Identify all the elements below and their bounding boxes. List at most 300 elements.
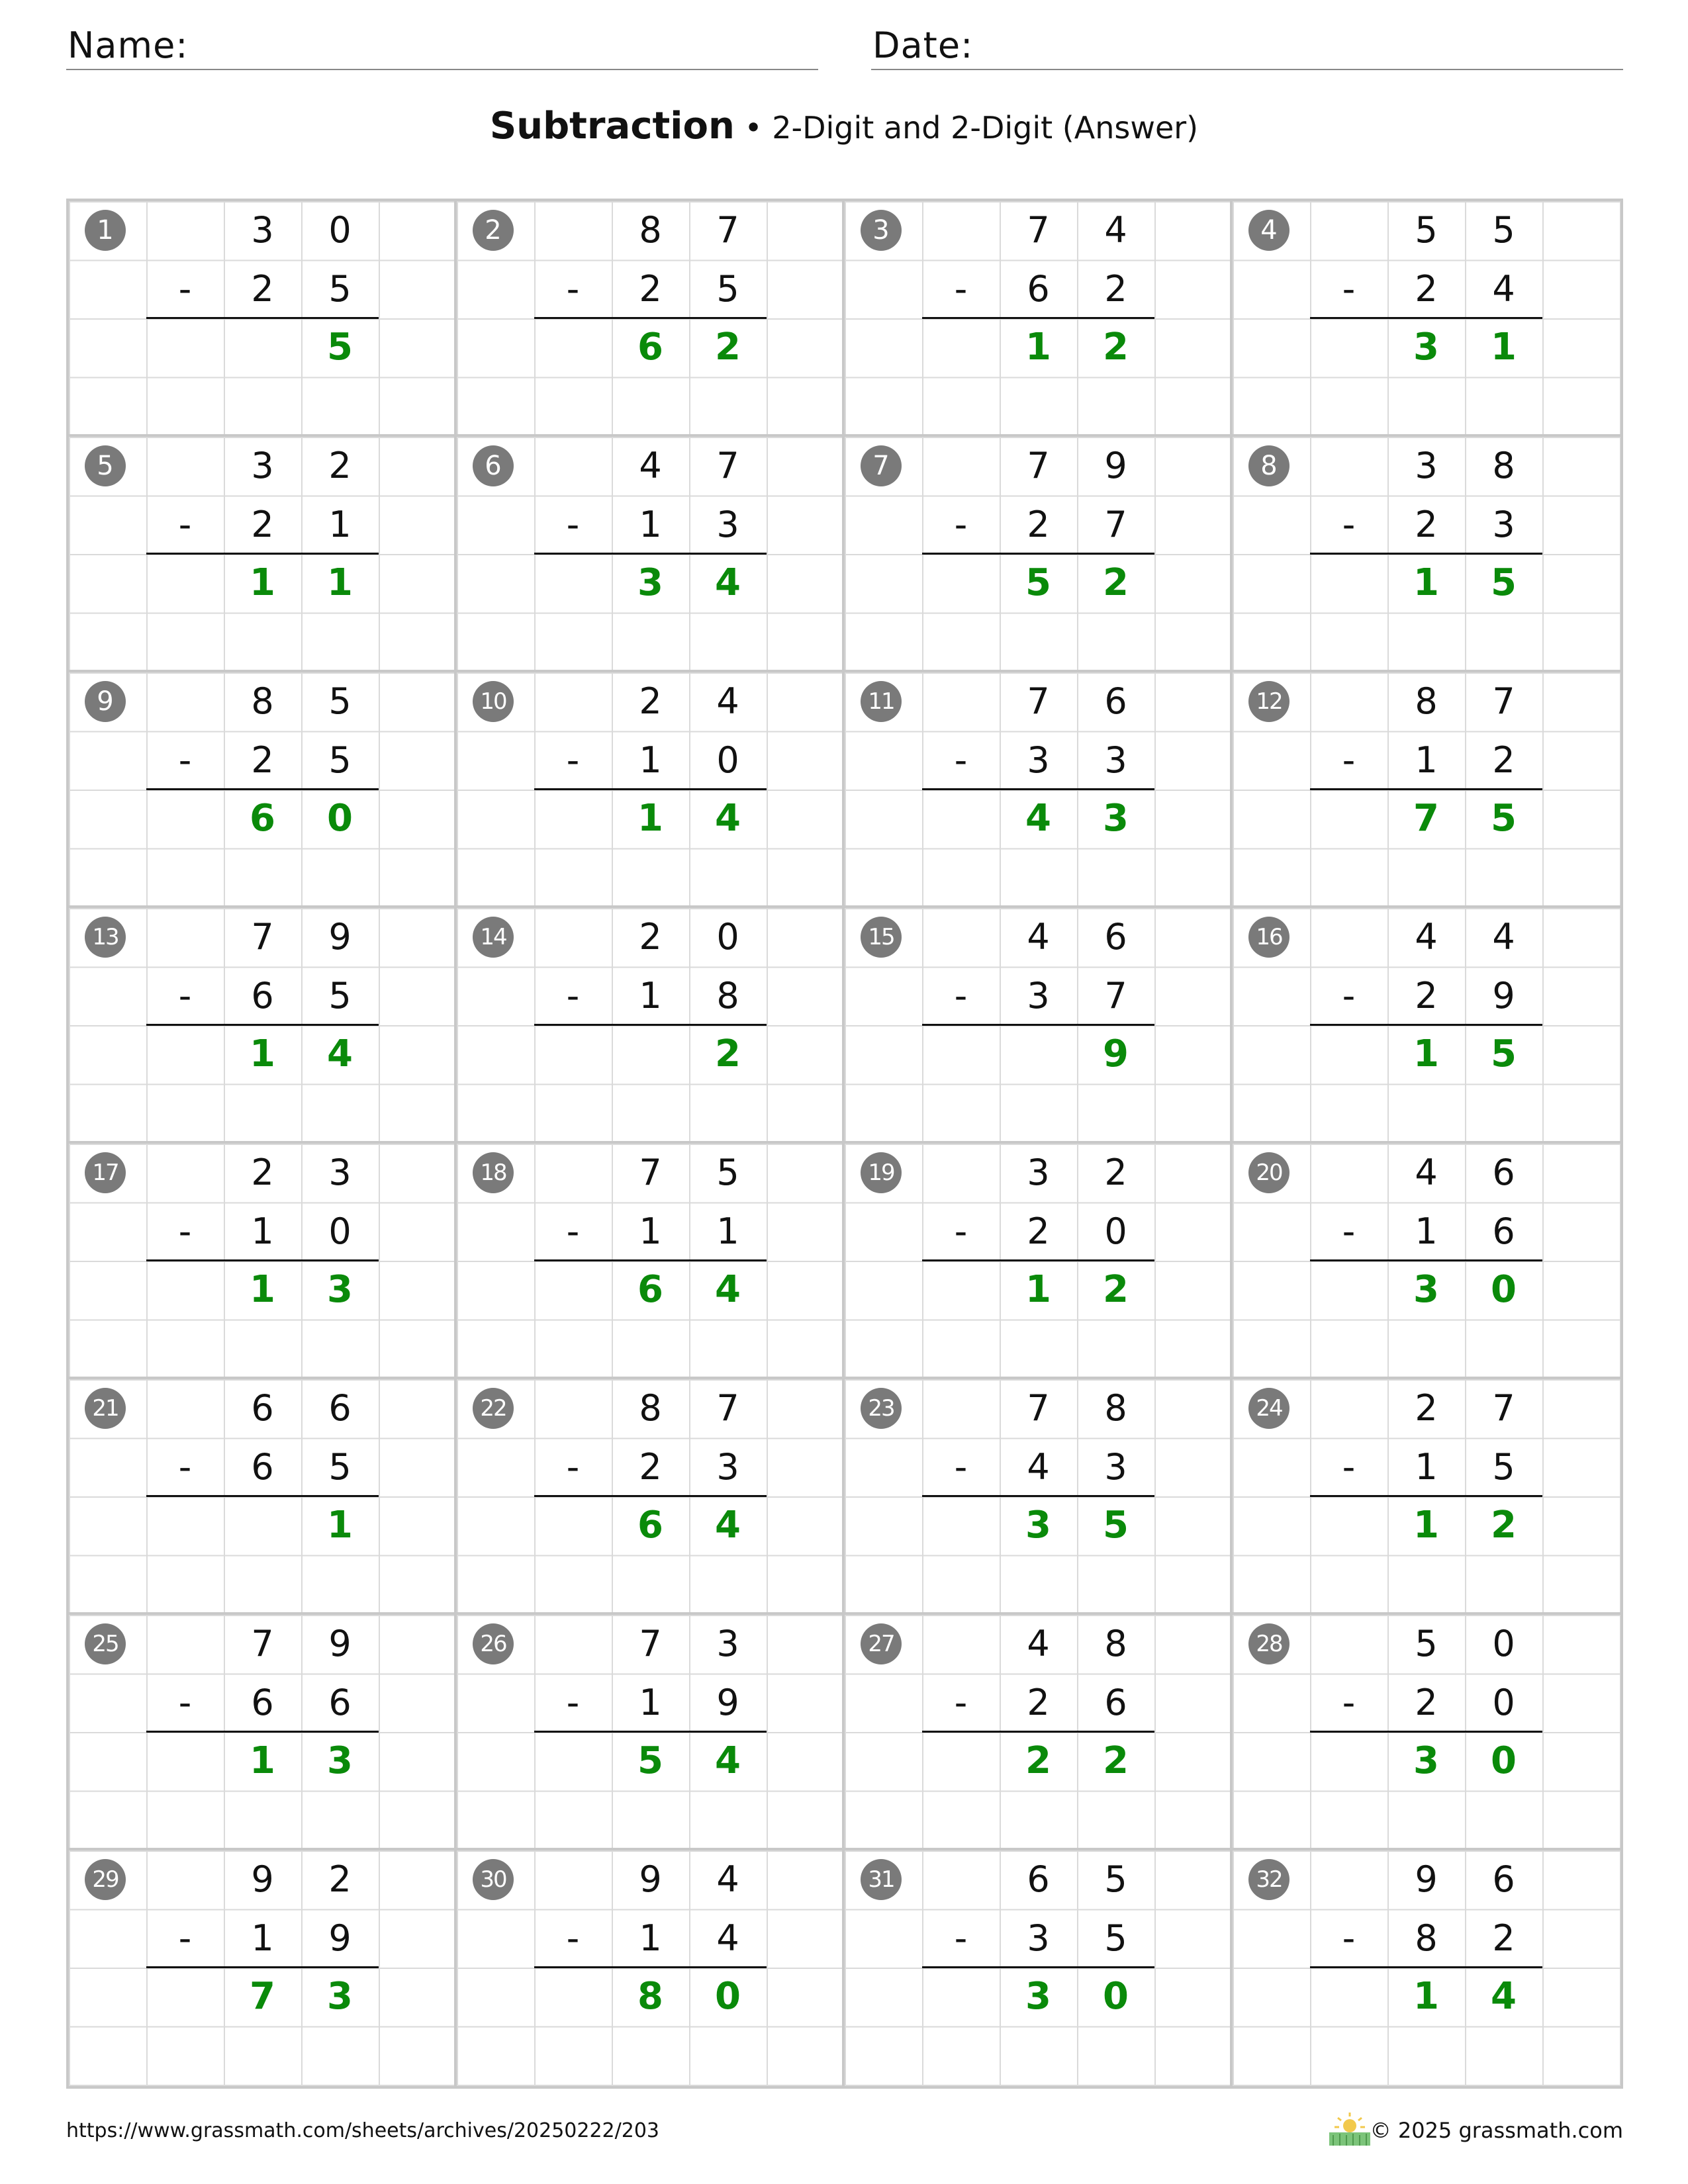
problem-grid bbox=[66, 199, 1623, 2089]
minuend-ones: 9 bbox=[328, 916, 352, 958]
minuend-tens: 4 bbox=[1415, 916, 1438, 958]
answer-ones: 3 bbox=[1103, 797, 1129, 840]
minuend-tens: 4 bbox=[639, 445, 662, 486]
answer-ones: 4 bbox=[327, 1032, 353, 1075]
minuend-ones: 4 bbox=[716, 680, 739, 722]
subtrahend-ones: 2 bbox=[1492, 1917, 1515, 1959]
minus-sign: - bbox=[1342, 267, 1356, 310]
problem-cell bbox=[69, 201, 457, 437]
problem-number-badge: 11 bbox=[861, 681, 902, 722]
answer-rule bbox=[534, 1259, 767, 1261]
problem-cell bbox=[457, 437, 845, 672]
answer-rule bbox=[146, 1731, 379, 1733]
subtrahend-tens: 2 bbox=[639, 267, 662, 310]
subtrahend-tens: 1 bbox=[639, 1681, 662, 1723]
minuend-tens: 8 bbox=[251, 680, 274, 722]
answer-tens bbox=[612, 1025, 689, 1083]
answer-tens: 1 bbox=[1025, 1268, 1051, 1311]
problem-cell bbox=[457, 1144, 845, 1379]
subtrahend-ones: 9 bbox=[328, 1917, 352, 1959]
answer-rule bbox=[146, 1495, 379, 1497]
answer-tens: 3 bbox=[637, 561, 663, 604]
answer-tens: 1 bbox=[250, 1739, 275, 1782]
subtrahend-tens: 1 bbox=[639, 1210, 662, 1252]
answer-rule bbox=[922, 788, 1154, 790]
subtrahend-tens: 3 bbox=[1027, 1917, 1050, 1959]
answer-tens: 3 bbox=[1413, 1268, 1439, 1311]
problem-number-badge: 10 bbox=[473, 681, 514, 722]
subtrahend-ones: 2 bbox=[1104, 267, 1127, 310]
minuend-tens: 4 bbox=[1027, 916, 1050, 958]
answer-tens: 6 bbox=[637, 326, 663, 369]
problem-number-badge: 17 bbox=[85, 1152, 126, 1193]
answer-ones: 4 bbox=[1491, 1975, 1517, 2018]
problem-number-badge: 30 bbox=[473, 1859, 514, 1900]
problem-cell bbox=[1233, 1144, 1620, 1379]
answer-ones: 2 bbox=[1103, 561, 1129, 604]
answer-ones: 3 bbox=[327, 1739, 353, 1782]
subtrahend-tens: 2 bbox=[1027, 503, 1050, 545]
minus-sign: - bbox=[1342, 1445, 1356, 1488]
minuend-ones: 8 bbox=[1492, 445, 1515, 486]
minuend-ones: 4 bbox=[716, 1858, 739, 1900]
answer-tens: 1 bbox=[250, 1268, 275, 1311]
answer-tens: 1 bbox=[1025, 326, 1051, 369]
minus-sign: - bbox=[566, 1445, 580, 1488]
problem-number-badge: 23 bbox=[861, 1388, 902, 1429]
problem-cell bbox=[69, 908, 457, 1144]
problem-cell bbox=[1233, 1850, 1620, 2086]
answer-ones: 1 bbox=[327, 1504, 353, 1547]
subtrahend-ones: 5 bbox=[328, 739, 352, 781]
minuend-ones: 7 bbox=[716, 445, 739, 486]
minuend-tens: 7 bbox=[251, 916, 274, 958]
subtrahend-tens: 1 bbox=[639, 503, 662, 545]
answer-tens: 4 bbox=[1025, 797, 1051, 840]
answer-tens: 3 bbox=[1025, 1504, 1051, 1547]
answer-tens: 1 bbox=[1413, 1504, 1439, 1547]
minus-sign: - bbox=[178, 503, 192, 545]
answer-rule bbox=[922, 1259, 1154, 1261]
minus-sign: - bbox=[1342, 503, 1356, 545]
subtrahend-tens: 2 bbox=[1027, 1210, 1050, 1252]
subtrahend-tens: 6 bbox=[251, 974, 274, 1017]
minuend-tens: 5 bbox=[1415, 1623, 1438, 1664]
problem-cell bbox=[457, 1850, 845, 2086]
subtrahend-tens: 1 bbox=[639, 974, 662, 1017]
minus-sign: - bbox=[566, 739, 580, 781]
problem-number-badge: 19 bbox=[861, 1152, 902, 1193]
problem-number-badge: 14 bbox=[473, 917, 514, 958]
answer-tens: 6 bbox=[637, 1268, 663, 1311]
answer-rule bbox=[1310, 1731, 1542, 1733]
minus-sign: - bbox=[1342, 1210, 1356, 1252]
subtrahend-tens: 2 bbox=[1415, 974, 1438, 1017]
minuend-ones: 5 bbox=[1492, 209, 1515, 251]
answer-ones: 4 bbox=[715, 561, 741, 604]
answer-rule bbox=[922, 1966, 1154, 1968]
subtrahend-ones: 0 bbox=[1492, 1681, 1515, 1723]
problem-cell bbox=[845, 1379, 1233, 1615]
problem-cell bbox=[1233, 1379, 1620, 1615]
minuend-tens: 9 bbox=[251, 1858, 274, 1900]
subtrahend-ones: 5 bbox=[1492, 1445, 1515, 1488]
name-label: Name: bbox=[68, 24, 189, 66]
subtrahend-tens: 2 bbox=[1415, 503, 1438, 545]
answer-tens: 1 bbox=[1413, 1975, 1439, 2018]
subtrahend-tens: 1 bbox=[251, 1210, 274, 1252]
answer-ones: 2 bbox=[1103, 326, 1129, 369]
answer-ones: 2 bbox=[715, 326, 741, 369]
subtrahend-tens: 3 bbox=[1027, 739, 1050, 781]
answer-ones: 3 bbox=[327, 1268, 353, 1311]
minuend-ones: 8 bbox=[1104, 1623, 1127, 1664]
minuend-ones: 6 bbox=[1492, 1152, 1515, 1193]
answer-tens: 1 bbox=[1413, 561, 1439, 604]
subtrahend-ones: 5 bbox=[716, 267, 739, 310]
problem-cell bbox=[69, 1379, 457, 1615]
answer-tens: 1 bbox=[1413, 1032, 1439, 1075]
answer-rule bbox=[922, 317, 1154, 319]
subtrahend-ones: 7 bbox=[1104, 503, 1127, 545]
subtrahend-tens: 2 bbox=[1415, 267, 1438, 310]
problem-cell bbox=[845, 1144, 1233, 1379]
problem-number-badge: 18 bbox=[473, 1152, 514, 1193]
minus-sign: - bbox=[178, 1917, 192, 1959]
answer-rule bbox=[1310, 788, 1542, 790]
answer-ones: 2 bbox=[1103, 1268, 1129, 1311]
footer-url: https://www.grassmath.com/sheets/archives/20250222/203 bbox=[66, 2119, 660, 2142]
answer-rule bbox=[1310, 553, 1542, 555]
minus-sign: - bbox=[178, 739, 192, 781]
worksheet-title bbox=[0, 105, 1688, 148]
subtrahend-ones: 6 bbox=[1104, 1681, 1127, 1723]
answer-ones: 3 bbox=[327, 1975, 353, 2018]
minuend-ones: 6 bbox=[328, 1387, 352, 1429]
answer-ones: 4 bbox=[715, 797, 741, 840]
subtrahend-ones: 5 bbox=[328, 974, 352, 1017]
minuend-ones: 9 bbox=[1104, 445, 1127, 486]
minus-sign: - bbox=[954, 739, 968, 781]
minuend-tens: 7 bbox=[1027, 1387, 1050, 1429]
problem-number-badge: 2 bbox=[473, 210, 514, 251]
answer-tens: 1 bbox=[637, 797, 663, 840]
minuend-ones: 3 bbox=[328, 1152, 352, 1193]
date-field[interactable] bbox=[871, 25, 1623, 70]
answer-tens bbox=[1000, 1025, 1077, 1083]
answer-rule bbox=[1310, 1259, 1542, 1261]
answer-ones: 1 bbox=[327, 561, 353, 604]
answer-tens: 5 bbox=[1025, 561, 1051, 604]
subtrahend-ones: 3 bbox=[1104, 739, 1127, 781]
answer-ones: 0 bbox=[715, 1975, 741, 2018]
minus-sign: - bbox=[954, 1210, 968, 1252]
answer-rule bbox=[534, 1731, 767, 1733]
problem-number-badge: 29 bbox=[85, 1859, 126, 1900]
minuend-ones: 2 bbox=[1104, 1152, 1127, 1193]
problem-cell bbox=[457, 1379, 845, 1615]
subtrahend-ones: 2 bbox=[1492, 739, 1515, 781]
problem-number-badge: 6 bbox=[473, 445, 514, 486]
problem-number-badge: 8 bbox=[1248, 445, 1289, 486]
subtrahend-ones: 8 bbox=[716, 974, 739, 1017]
minuend-ones: 0 bbox=[1492, 1623, 1515, 1664]
problem-cell bbox=[69, 672, 457, 908]
subtrahend-ones: 5 bbox=[328, 267, 352, 310]
problem-number-badge: 3 bbox=[861, 210, 902, 251]
answer-ones: 4 bbox=[715, 1268, 741, 1311]
problem-number-badge: 5 bbox=[85, 445, 126, 486]
subtrahend-tens: 1 bbox=[639, 739, 662, 781]
minus-sign: - bbox=[178, 1681, 192, 1723]
minus-sign: - bbox=[178, 1210, 192, 1252]
answer-ones: 5 bbox=[327, 326, 353, 369]
problem-number-badge: 20 bbox=[1248, 1152, 1289, 1193]
answer-rule bbox=[922, 553, 1154, 555]
minus-sign: - bbox=[954, 1917, 968, 1959]
answer-rule bbox=[922, 1024, 1154, 1026]
subtrahend-ones: 9 bbox=[716, 1681, 739, 1723]
minuend-tens: 2 bbox=[1415, 1387, 1438, 1429]
minuend-ones: 4 bbox=[1104, 209, 1127, 251]
answer-rule bbox=[1310, 1024, 1542, 1026]
problem-number-badge: 21 bbox=[85, 1388, 126, 1429]
subtrahend-tens: 1 bbox=[1415, 1210, 1438, 1252]
minus-sign: - bbox=[954, 503, 968, 545]
title-main: Subtraction bbox=[489, 105, 735, 148]
problem-number-badge: 32 bbox=[1248, 1859, 1289, 1900]
answer-rule bbox=[534, 788, 767, 790]
subtrahend-ones: 7 bbox=[1104, 974, 1127, 1017]
minus-sign: - bbox=[178, 1445, 192, 1488]
answer-ones: 5 bbox=[1491, 797, 1517, 840]
subtrahend-ones: 0 bbox=[328, 1210, 352, 1252]
minuend-tens: 8 bbox=[639, 209, 662, 251]
minus-sign: - bbox=[566, 1681, 580, 1723]
subtrahend-tens: 2 bbox=[1415, 1681, 1438, 1723]
minuend-tens: 7 bbox=[639, 1152, 662, 1193]
minuend-ones: 2 bbox=[328, 445, 352, 486]
minus-sign: - bbox=[566, 267, 580, 310]
problem-cell bbox=[1233, 437, 1620, 672]
answer-ones: 0 bbox=[327, 797, 353, 840]
problem-cell bbox=[1233, 201, 1620, 437]
answer-rule bbox=[534, 1495, 767, 1497]
subtrahend-tens: 2 bbox=[251, 739, 274, 781]
minuend-tens: 2 bbox=[639, 680, 662, 722]
problem-number-badge: 9 bbox=[85, 681, 126, 722]
minus-sign: - bbox=[1342, 1917, 1356, 1959]
name-field[interactable] bbox=[66, 25, 818, 70]
problem-cell bbox=[1233, 908, 1620, 1144]
footer-copyright: © 2025 grassmath.com bbox=[1370, 2118, 1623, 2143]
problem-number-badge: 31 bbox=[861, 1859, 902, 1900]
answer-rule bbox=[534, 317, 767, 319]
answer-ones: 0 bbox=[1491, 1739, 1517, 1782]
minuend-ones: 2 bbox=[328, 1858, 352, 1900]
answer-ones: 4 bbox=[715, 1739, 741, 1782]
minuend-tens: 2 bbox=[639, 916, 662, 958]
problem-number-badge: 12 bbox=[1248, 681, 1289, 722]
answer-ones: 2 bbox=[1491, 1504, 1517, 1547]
problem-number-badge: 25 bbox=[85, 1623, 126, 1664]
problem-number-badge: 27 bbox=[861, 1623, 902, 1664]
answer-ones: 5 bbox=[1103, 1504, 1129, 1547]
subtrahend-tens: 1 bbox=[1415, 1445, 1438, 1488]
answer-tens: 7 bbox=[250, 1975, 275, 2018]
problem-cell bbox=[69, 1850, 457, 2086]
answer-rule bbox=[146, 1966, 379, 1968]
minuend-ones: 7 bbox=[1492, 1387, 1515, 1429]
minuend-tens: 8 bbox=[639, 1387, 662, 1429]
answer-tens: 1 bbox=[250, 561, 275, 604]
minus-sign: - bbox=[954, 267, 968, 310]
minuend-tens: 2 bbox=[251, 1152, 274, 1193]
problem-cell bbox=[457, 1615, 845, 1850]
answer-ones: 0 bbox=[1491, 1268, 1517, 1311]
answer-tens: 3 bbox=[1413, 1739, 1439, 1782]
minuend-tens: 6 bbox=[251, 1387, 274, 1429]
subtrahend-tens: 2 bbox=[1027, 1681, 1050, 1723]
minuend-tens: 3 bbox=[251, 445, 274, 486]
minuend-ones: 5 bbox=[328, 680, 352, 722]
answer-ones: 2 bbox=[715, 1032, 741, 1075]
minuend-ones: 6 bbox=[1104, 680, 1127, 722]
answer-tens: 6 bbox=[637, 1504, 663, 1547]
minuend-tens: 3 bbox=[1415, 445, 1438, 486]
minus-sign: - bbox=[566, 974, 580, 1017]
minuend-ones: 5 bbox=[1104, 1858, 1127, 1900]
subtrahend-ones: 0 bbox=[716, 739, 739, 781]
minuend-ones: 8 bbox=[1104, 1387, 1127, 1429]
subtrahend-tens: 1 bbox=[251, 1917, 274, 1959]
answer-rule bbox=[1310, 1495, 1542, 1497]
subtrahend-ones: 3 bbox=[1492, 503, 1515, 545]
minus-sign: - bbox=[954, 1681, 968, 1723]
minuend-ones: 7 bbox=[1492, 680, 1515, 722]
problem-cell bbox=[1233, 1615, 1620, 1850]
subtrahend-ones: 3 bbox=[716, 503, 739, 545]
answer-ones: 0 bbox=[1103, 1975, 1129, 2018]
answer-rule bbox=[146, 788, 379, 790]
answer-ones: 5 bbox=[1491, 1032, 1517, 1075]
minuend-tens: 4 bbox=[1027, 1623, 1050, 1664]
minuend-tens: 5 bbox=[1415, 209, 1438, 251]
minuend-ones: 0 bbox=[716, 916, 739, 958]
problem-cell bbox=[69, 437, 457, 672]
minuend-tens: 7 bbox=[639, 1623, 662, 1664]
minus-sign: - bbox=[566, 503, 580, 545]
subtrahend-tens: 4 bbox=[1027, 1445, 1050, 1488]
subtrahend-ones: 4 bbox=[1492, 267, 1515, 310]
problem-cell bbox=[845, 1615, 1233, 1850]
answer-ones: 2 bbox=[1103, 1739, 1129, 1782]
problem-number-badge: 1 bbox=[85, 210, 126, 251]
answer-rule bbox=[146, 1024, 379, 1026]
subtrahend-tens: 2 bbox=[251, 267, 274, 310]
minuend-tens: 7 bbox=[1027, 209, 1050, 251]
answer-rule bbox=[922, 1495, 1154, 1497]
subtrahend-tens: 1 bbox=[1415, 739, 1438, 781]
answer-tens: 1 bbox=[250, 1032, 275, 1075]
problem-cell bbox=[69, 1144, 457, 1379]
subtrahend-tens: 8 bbox=[1415, 1917, 1438, 1959]
minuend-tens: 9 bbox=[639, 1858, 662, 1900]
minuend-ones: 4 bbox=[1492, 916, 1515, 958]
answer-tens: 2 bbox=[1025, 1739, 1051, 1782]
minuend-tens: 7 bbox=[1027, 680, 1050, 722]
answer-tens: 3 bbox=[1025, 1975, 1051, 2018]
problem-number-badge: 22 bbox=[473, 1388, 514, 1429]
minus-sign: - bbox=[178, 267, 192, 310]
subtrahend-ones: 1 bbox=[716, 1210, 739, 1252]
minus-sign: - bbox=[1342, 739, 1356, 781]
subtrahend-ones: 9 bbox=[1492, 974, 1515, 1017]
answer-tens: 8 bbox=[637, 1975, 663, 2018]
minuend-tens: 4 bbox=[1415, 1152, 1438, 1193]
problem-number-badge: 4 bbox=[1248, 210, 1289, 251]
answer-rule bbox=[1310, 1966, 1542, 1968]
subtrahend-tens: 2 bbox=[251, 503, 274, 545]
minuend-ones: 7 bbox=[716, 209, 739, 251]
answer-tens: 7 bbox=[1413, 797, 1439, 840]
subtrahend-ones: 3 bbox=[1104, 1445, 1127, 1488]
minuend-ones: 6 bbox=[1104, 916, 1127, 958]
minuend-ones: 3 bbox=[716, 1623, 739, 1664]
problem-cell bbox=[845, 437, 1233, 672]
minuend-ones: 9 bbox=[328, 1623, 352, 1664]
minus-sign: - bbox=[1342, 974, 1356, 1017]
minuend-ones: 7 bbox=[716, 1387, 739, 1429]
minuend-tens: 3 bbox=[1027, 1152, 1050, 1193]
answer-rule bbox=[534, 1024, 767, 1026]
minus-sign: - bbox=[178, 974, 192, 1017]
subtrahend-ones: 1 bbox=[328, 503, 352, 545]
answer-rule bbox=[534, 553, 767, 555]
answer-tens: 5 bbox=[637, 1739, 663, 1782]
answer-tens: 6 bbox=[250, 797, 275, 840]
minuend-tens: 8 bbox=[1415, 680, 1438, 722]
answer-tens bbox=[224, 318, 301, 377]
minuend-tens: 7 bbox=[251, 1623, 274, 1664]
problem-cell bbox=[845, 672, 1233, 908]
subtrahend-ones: 6 bbox=[328, 1681, 352, 1723]
subtrahend-tens: 6 bbox=[1027, 267, 1050, 310]
minuend-tens: 6 bbox=[1027, 1858, 1050, 1900]
problem-number-badge: 15 bbox=[861, 917, 902, 958]
subtrahend-tens: 3 bbox=[1027, 974, 1050, 1017]
minuend-tens: 7 bbox=[1027, 445, 1050, 486]
subtrahend-ones: 3 bbox=[716, 1445, 739, 1488]
answer-tens bbox=[224, 1496, 301, 1555]
minus-sign: - bbox=[954, 1445, 968, 1488]
grass-sun-icon bbox=[1327, 2109, 1373, 2148]
problem-number-badge: 7 bbox=[861, 445, 902, 486]
minus-sign: - bbox=[566, 1917, 580, 1959]
subtrahend-ones: 0 bbox=[1104, 1210, 1127, 1252]
subtrahend-tens: 1 bbox=[639, 1917, 662, 1959]
problem-number-badge: 16 bbox=[1248, 917, 1289, 958]
answer-rule bbox=[534, 1966, 767, 1968]
minuend-tens: 9 bbox=[1415, 1858, 1438, 1900]
problem-cell bbox=[457, 908, 845, 1144]
answer-ones: 5 bbox=[1491, 561, 1517, 604]
problem-cell bbox=[69, 1615, 457, 1850]
subtrahend-tens: 2 bbox=[639, 1445, 662, 1488]
problem-number-badge: 28 bbox=[1248, 1623, 1289, 1664]
title-subtitle: • 2-Digit and 2-Digit (Answer) bbox=[734, 110, 1199, 146]
minuend-ones: 5 bbox=[716, 1152, 739, 1193]
